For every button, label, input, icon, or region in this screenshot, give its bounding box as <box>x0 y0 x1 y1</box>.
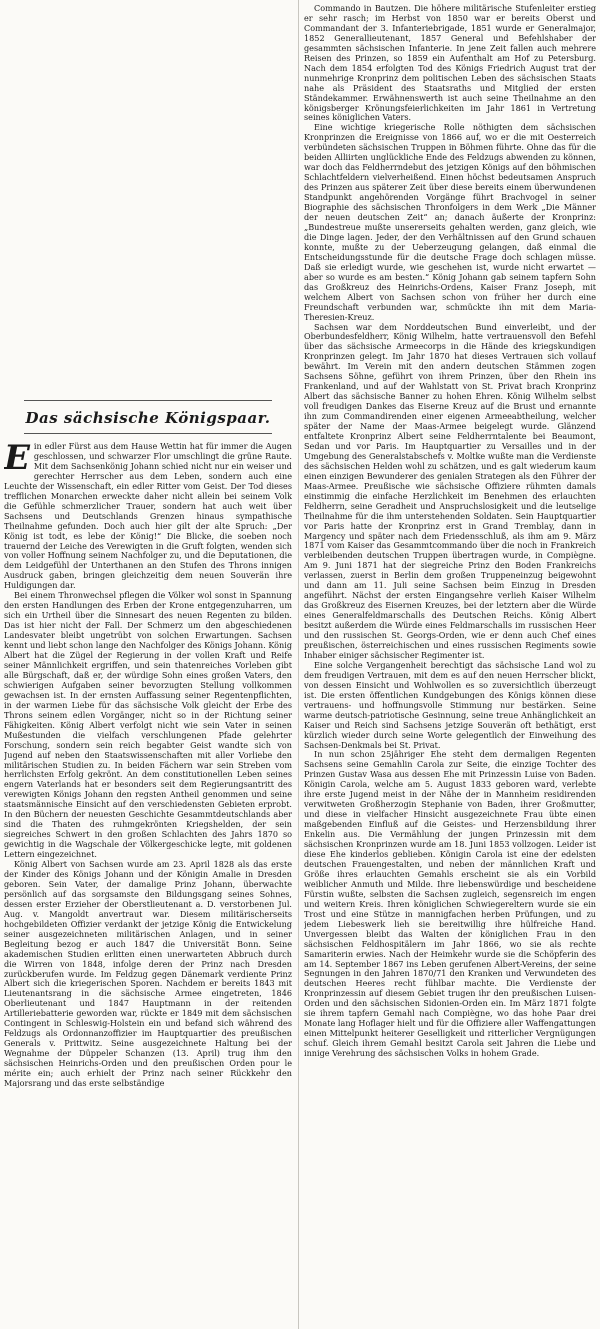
article-title: Das sächsische Königspaar. <box>25 409 271 427</box>
article-paragraph-4: Commando in Bautzen. Die höhere militärische Stufenleiter erstieg er sehr rasch; im Herbst von 1850 war er bereits Oberst und Commandant der 3. Infanteriebrigade, 1851 wurde er Generalmajor, 1852 Generallieutenant, 1857 General und Befehlshaber der gesammten sächsischen Infanterie. In jene Zeit fallen auch mehrere Reisen des Prinzen, so 1859 ein Aufenthalt am Hof zu Petersburg. Nach dem 1854 erfolgten Tod des Königs Friedrich August trat der nunmehrige Kronprinz dem politischen Leben des sächsischen Staats nahe als Präsident des Staatsraths und Mitglied der ersten Ständekammer. Erwähnenswerth ist auch seine Theilnahme an den königsberger Krönungsfeierlichkeiten im Jahr 1861 in Vertretung seines königlichen Vaters. <box>304 4 596 123</box>
column-divider <box>298 0 299 1329</box>
article-paragraph-2: Bei einem Thronwechsel pflegen die Völker wol sonst in Spannung den ersten Handlungen des Erben der Krone entgegenzuharren, um sich ein Urtheil über die Sinnesart des neuen Regenten zu bilden. Das ist hier nicht der Fall. Der Schmerz um den abgeschiedenen Landesvater bleibt ungetrübt von solchen Erwartungen. Sachsen kennt und liebt schon lange den Nachfolger des Königs Johann. König Albert hat die Zügel der Regierung in der vollen Kraft und Reife seiner Männlichkeit ergriffen, und sein thatenreiches Vorleben gibt alle Bürgschaft, daß er, der würdige Sohn eines großen Vaters, den schwierigen Aufgaben seiner bevorzugten Stellung vollkommen gewachsen ist. In der ernsten Auffassung seiner Regentenpflichten, in der warmen Liebe für das sächsische Volk gleicht der Erbe des Throns seinem edlen Vorgänger, nicht so in der Richtung seiner Fähigkeiten. König Albert verfolgt nicht wie sein Vater in seinen Mußestunden die vielfach verschlungenen Pfade gelehrter Forschung, sondern sein reich begabter Geist wandte sich von Jugend auf neben den Staatswissenschaften mit aller Vorliebe den militärischen Studien zu. In beiden Fächern war sein Streben vom herrlichsten Erfolg gekrönt. An dem constitutionellen Leben seines engern Vaterlands hat er besonders seit dem Regierungsantritt des verewigten Königs Johann den regsten Antheil genommen und seine staatsmännische Einsicht auf den verschiedensten Gebieten erprobt. In den Büchern der neuesten Geschichte Gesammtdeutschlands aber sind die Thaten des ruhmgekrönten Kriegshelden, der sein siegreiches Schwert in den großen Schlachten des Jahrs 1870 so gewichtig in die Wagschale der Völkergeschicke legte, mit goldenen Lettern eingezeichnet. <box>4 590 292 860</box>
article-paragraph-5: Eine wichtige kriegerische Rolle nöthigten dem sächsischen Kronprinzen die Ereignisse von 1866 auf, wo er die mit Oesterreich verbündeten sächsischen Truppen in Böhmen führte. Ohne das für die beiden Alliirten unglückliche Ende des Feldzugs abwenden zu können, war doch das Feldherrndebut des jetzigen Königs auf den böhmischen Schlachtfeldern vielverheißend. Einen höchst bedeutsamen Anspruch des Prinzen aus späterer Zeit über diese bereits einem überwundenen Standpunkt angehörenden Vorgänge führt Brachvogel in seiner Biographie des sächsischen Thronfolgers in dem Werk „Die Männer der neuen deutschen Zeit“ an; danach äußerte der Kronprinz: „Bundestreue mußte unsererseits gehalten werden, ganz gleich, wie die Dinge lagen. Jeder, der den Verhältnissen auf den Grund schauen konnte, mußte zu der Ueberzeugung gelangen, daß einmal die Entscheidungsstunde für die deutsche Frage doch schlagen müsse. Daß sie erledigt wurde, wie geschehen ist, wurde nicht erwartet — aber so wurde es am besten.“ König Johann gab seinem tapfern Sohn das Großkreuz des Heinrichs-Ordens, Kaiser Franz Joseph, mit welchem Albert von Sachsen schon von früher her durch eine Freundschaft verbunden war, schmückte ihn mit dem Maria-Theresien-Kreuz. <box>304 122 596 322</box>
top-blank-area <box>4 4 292 396</box>
drop-cap: E <box>4 438 30 478</box>
article-paragraph-6: Sachsen war dem Norddeutschen Bund einverleibt, und der Oberbundesfeldherr, König Wilhelm, hatte vertrauensvoll den Befehl über das sächsische Armeecorps in die Hände des kriegskundigen Kronprinzen gelegt. Im Jahr 1870 hat dieses Vertrauen sich vollauf bewährt. Im Verein mit den andern deutschen Stämmen zogen Sachsens Söhne, geführt von ihrem Prinzen, über den Rhein ins Frankenland, und auf der Wahlstatt von St. Privat brach Kronprinz Albert das sächsische Banner zu hohen Ehren. König Wilhelm selbst voll freudigen Dankes das Eiserne Kreuz auf die Brust und ernannte ihn zum Commandirenden einer eigenen Armeeabtheilung, welcher später der Name der Maas-Armee beigelegt wurde. Glänzend entfaltete Kronprinz Albert seine Feldherrntalente bei Beaumont, Sedan und vor Paris. Im Hauptquartier zu Versailles und in der Umgebung des Generalstabschefs v. Moltke wußte man die Verdienste des sächsischen Helden wohl zu schätzen, und es galt wiederum kaum einen einzigen Bewunderer des genialen Strategen als den Führer der Maas-Armee. Preußische wie sächsische Offiziere rühmten damals einstimmig die einfache Herzlichkeit im Benehmen des erlauchten Feldherrn, seine Geradheit und Anspruchslosigkeit und die leutselige Theilnahme für die ihm unterstehenden Soldaten. Sein Hauptquartier vor Paris hatte der Kronprinz erst in Grand Tremblay, dann in Margency und später nach dem Friedensschluß, als ihm am 9. März 1871 vom Kaiser das Gesammtcommando über die noch in Frankreich verbleibenden deutschen Truppen übertragen wurde, in Compiègne. Am 9. Juni 1871 hat der siegreiche Prinz den Boden Frankreichs verlassen, zuerst in Berlin dem großen Truppeneinzug beigewohnt und dann am 11. Juli seine Sachsen beim Einzug in Dresden angeführt. Nächst der ersten Eingangsehre verlieh Kaiser Wilhelm das Großkreuz des Eisernen Kreuzes, bei der letztern aber die Würde eines Generalfeldmarschalls des Deutschen Reichs. König Albert besitzt außerdem die Würde eines Feldmarschalls im russischen Heer und den russischen St. Georgs-Orden, wie er denn auch Chef eines preußischen, österreichischen und eines russischen Regiments sowie Inhaber einiger sächsischer Regimenter ist. <box>304 321 596 660</box>
article-paragraph-3: König Albert von Sachsen wurde am 23. April 1828 als das erste der Kinder des Königs Johann und der Königin Amalie in Dresden geboren. Sein Vater, der damalige Prinz Johann, überwachte persönlich auf das sorgsamste den Bildungsgang seines Sohnes, dessen erster Erzieher der Oberstlieutenant a. D. verstorbenen Jul. Aug. v. Mangoldt anvertraut war. Diesem militärischerseits hochgebildeten Offizier verdankt der jetzige König die Entwickelung seiner ausgezeichneten militärischen Anlagen, und in seiner Begleitung bezog er auch 1847 die Universität Bonn. Seine akademischen Studien erlitten einen unerwarteten Abbruch durch die Wirren von 1848, infolge deren der Prinz nach Dresden zurückberufen wurde. Im Feldzug gegen Dänemark verdiente Prinz Albert sich die kriegerischen Sporen. Nachdem er bereits 1843 mit Lieutenantsrang in die sächsische Armee eingetreten, 1846 Oberlieutenant und 1847 Hauptmann in der reitenden Artilleriebatterie geworden war, rückte er 1849 mit dem sächsischen Contingent in Schleswig-Holstein ein und befand sich während des Feldzugs als Ordonnanzoffizier im Hauptquartier des preußischen Generals v. Prittwitz. Seine ausgezeichnete Haltung bei der Wegnahme der Düppeler Schanzen (13. April) trug ihm den sächsischen Heinrichs-Orden und den preußischen Orden pour le mérite ein; auch erhielt der Prinz nach seiner Rückkehr den Majorsrang und das erste selbständige <box>4 859 292 1088</box>
title-rule-top <box>24 400 272 401</box>
title-rule-bottom <box>24 433 272 434</box>
article-paragraph-1 <box>4 438 292 591</box>
article-paragraph-7: Eine solche Vergangenheit berechtigt das sächsische Land wol zu dem freudigen Vertrauen, mit dem es auf den neuen Herrscher blickt, von dessen Einsicht und Wohlwollen es so zuversichtlich überzeugt ist. Die ersten öffentlichen Kundgebungen des Königs können diese vertrauens- und hoffnungsvolle Stimmung nur bestärken. Seine warme deutsch-patriotische Gesinnung, seine treue Anhänglichkeit an Kaiser und Reich sind Sachsens jetzige Souverän oft bethätigt, erst kürzlich wieder durch seine Worte gelegentlich der Einweihung des Sachsen-Denkmals bei St. Privat. <box>304 659 596 750</box>
left-column <box>4 4 292 1329</box>
paragraph-text: in edler Fürst aus dem Hause Wettin hat für immer die Augen geschlossen, und schwarzer Flor umschlingt die grüne Raute. Mit dem Sachsenkönig Johann schied nicht nur ein weiser und gerechter Herrscher aus dem Leben, sondern auch eine Leuchte der Wissenschaft, ein edler Ritter vom Geist. Der Tod dieses trefflichen Monarchen erweckte daher nicht allein bei seinem Volk die Gefühle schmerzlicher Trauer, sondern hat auch weit über Sachsens und Deutschlands Grenzen hinaus sympathische Theilnahme gefunden. Doch auch hier gilt der alte Spruch: „Der König ist todt, es lebe der König!“ Die Blicke, die soeben noch trauernd der Leiche des Verewigten in die Gruft folgten, wenden sich von voller Hoffnung seinem Nachfolger zu, und die Deputationen, die dem Leidgefühl der Unterthanen an den Stufen des Throns innigen Ausdruck gaben, bringen gleichzeitig dem neuen Souverän ihre Huldigungen dar. <box>4 441 292 591</box>
article-paragraph-8: In nun schon 25jähriger Ehe steht dem dermaligen Regenten Sachsens seine Gemahlin Carola zur Seite, die einzige Tochter des Prinzen Gustav Wasa aus dessen Ehe mit Prinzessin Luise von Baden. Königin Carola, welche am 5. August 1833 geboren ward, verlebte ihre erste Jugend meist in der Nähe der in Mannheim residirenden verwitweten Großherzogin Stephanie von Baden, ihrer Großmutter, und diese in vielfacher Hinsicht ausgezeichnete Frau übte einen maßgebenden Einfluß auf die Geistes- und Herzensbildung ihrer Enkelin aus. Die Vermählung der jungen Prinzessin mit dem sächsischen Kronprinzen wurde am 18. Juni 1853 vollzogen. Leider ist diese Ehe kinderlos geblieben. Königin Carola ist eine der edelsten deutschen Frauengestalten, und neben der männlichen Kraft und Größe ihres erlauchten Gemahls erscheint sie als ein Vorbild weiblicher Anmuth und Milde. Ihre liebenswürdige und bescheidene Fürstin wußte, selbsten die Sachsen zugleich, segensreich im engen und weitern Kreis. Ihren königlichen Schwiegereltern wurde sie ein Trost und eine Stütze in mannigfachen herben Prüfungen, und zu jedem Liebeswerk lieh sie bereitwillig ihre hülfreiche Hand. Unvergessen bleibt das Walten der königlichen Frau in den sächsischen Feldhospitälern im Jahr 1866, wo sie als rechte Samariterin erwies. Nach der Heimkehr wurde sie die Schöpferin des am 14. September 1867 ins Leben gerufenen Albert-Vereins, der seine Segnungen in den Jahren 1870/71 den Kranken und Verwundeten des deutschen Heeres recht fühlbar machte. Die Verdienste der Kronprinzessin auf diesem Gebiet trugen ihr den preußischen Luisen-Orden und den sächsischen Sidonien-Orden ein. Im März 1871 folgte sie ihrem tapfern Gemahl nach Compiègne, wo das hohe Paar drei Monate lang Hoflager hielt und für die Offiziere aller Waffengattungen einen Mittelpunkt heiterer Geselligkeit und ritterlicher Vergnügungen schuf. Gleich ihrem Gemahl besitzt Carola seit Jahren die Liebe und innige Verehrung des sächsischen Volks in hohem Grade. <box>304 749 596 1059</box>
right-column <box>304 4 596 1329</box>
